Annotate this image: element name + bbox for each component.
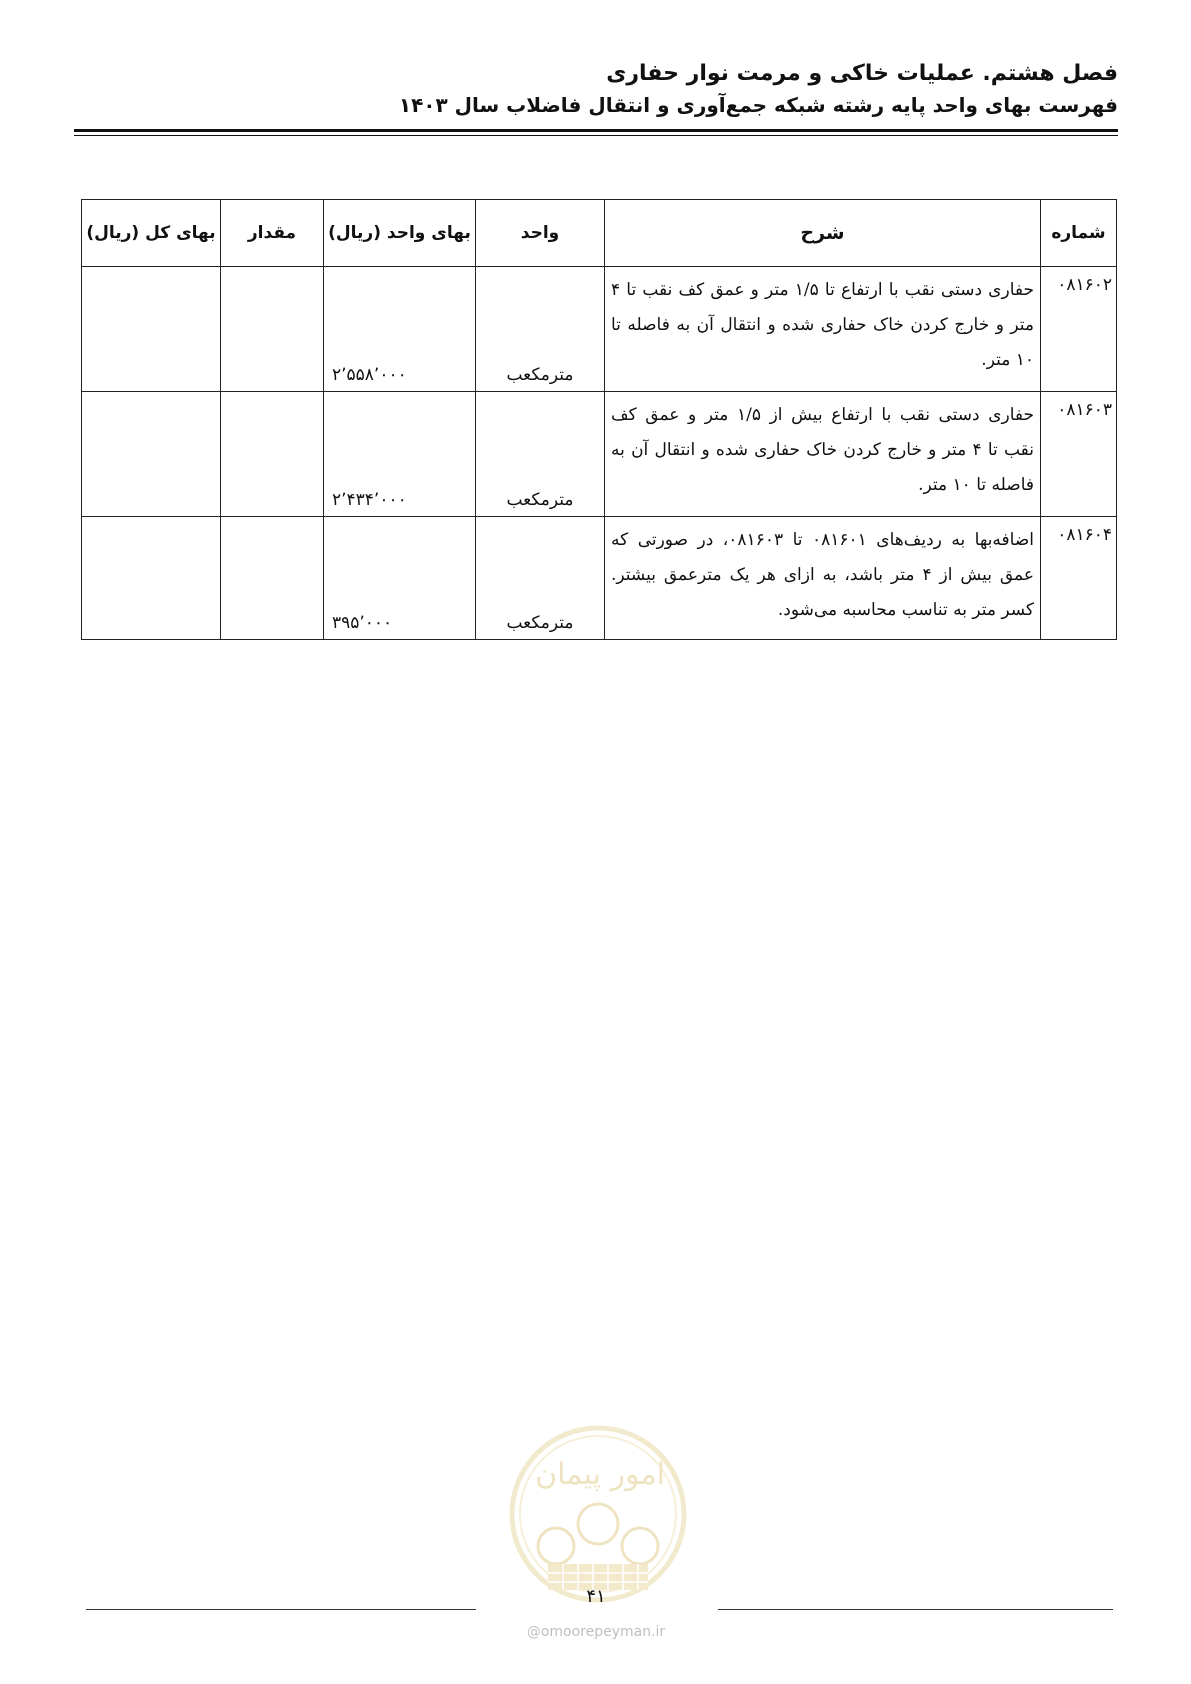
omoorepeyman-watermark-logo (508, 1424, 688, 1604)
col-header-code: شماره (1041, 200, 1117, 267)
item-total (82, 517, 221, 640)
item-quantity (221, 267, 324, 392)
page-header (74, 58, 1118, 120)
watermark-logo-lettering: امور پیمان (535, 1457, 665, 1492)
document-subtitle: فهرست بهای واحد پایه رشته شبکه جمع‌آوری و انتقال فاضلاب سال ۱۴۰۳ (398, 93, 1118, 117)
item-quantity (221, 517, 324, 640)
item-total (82, 392, 221, 517)
table-header-row (82, 200, 1117, 267)
col-header-unit-price: بهای واحد (ریال) (324, 200, 476, 267)
footer-rule-left (86, 1609, 476, 1610)
page-number: ۴۱ (586, 1586, 606, 1607)
item-description: حفاری دستی نقب با ارتفاع بیش از ۱/۵ متر و عمق کف نقب تا ۴ متر و خارج کردن خاک حفاری شده و انتقال آن به فاصله تا ۱۰ متر. (605, 392, 1041, 517)
col-header-description: شرح (605, 200, 1041, 267)
item-total (82, 267, 221, 392)
chapter-title: فصل هشتم. عملیات خاکی و مرمت نوار حفاری (606, 61, 1118, 86)
item-unit-price: ۲٬۵۵۸٬۰۰۰ (324, 267, 476, 392)
item-code: ۰۸۱۶۰۳ (1041, 392, 1117, 517)
website-link[interactable]: @omoorepeyman.ir (526, 1624, 666, 1640)
table-row (82, 392, 1117, 517)
footer-rule-right (718, 1609, 1113, 1610)
header-rule-thin (74, 135, 1118, 136)
col-header-quantity: مقدار (221, 200, 324, 267)
item-description: اضافه‌بها به ردیف‌های ۰۸۱۶۰۱ تا ۰۸۱۶۰۳، در صورتی که عمق بیش از ۴ متر باشد، به ازای هر یک مترعمق بیشتر. کسر متر به تناسب محاسبه می‌شود. (605, 517, 1041, 640)
item-unit: مترمکعب (476, 267, 605, 392)
item-unit: مترمکعب (476, 517, 605, 640)
item-unit: مترمکعب (476, 392, 605, 517)
table-row (82, 517, 1117, 640)
table-row (82, 267, 1117, 392)
item-quantity (221, 392, 324, 517)
item-code: ۰۸۱۶۰۴ (1041, 517, 1117, 640)
col-header-total: بهای کل (ریال) (82, 200, 221, 267)
item-description: حفاری دستی نقب با ارتفاع تا ۱/۵ متر و عمق کف نقب تا ۴ متر و خارج کردن خاک حفاری شده و انتقال آن به فاصله تا ۱۰ متر. (605, 267, 1041, 392)
col-header-unit: واحد (476, 200, 605, 267)
item-unit-price: ۳۹۵٬۰۰۰ (324, 517, 476, 640)
header-rule-thick (74, 129, 1118, 132)
item-code: ۰۸۱۶۰۲ (1041, 267, 1117, 392)
price-table (81, 199, 1117, 640)
item-unit-price: ۲٬۴۳۴٬۰۰۰ (324, 392, 476, 517)
